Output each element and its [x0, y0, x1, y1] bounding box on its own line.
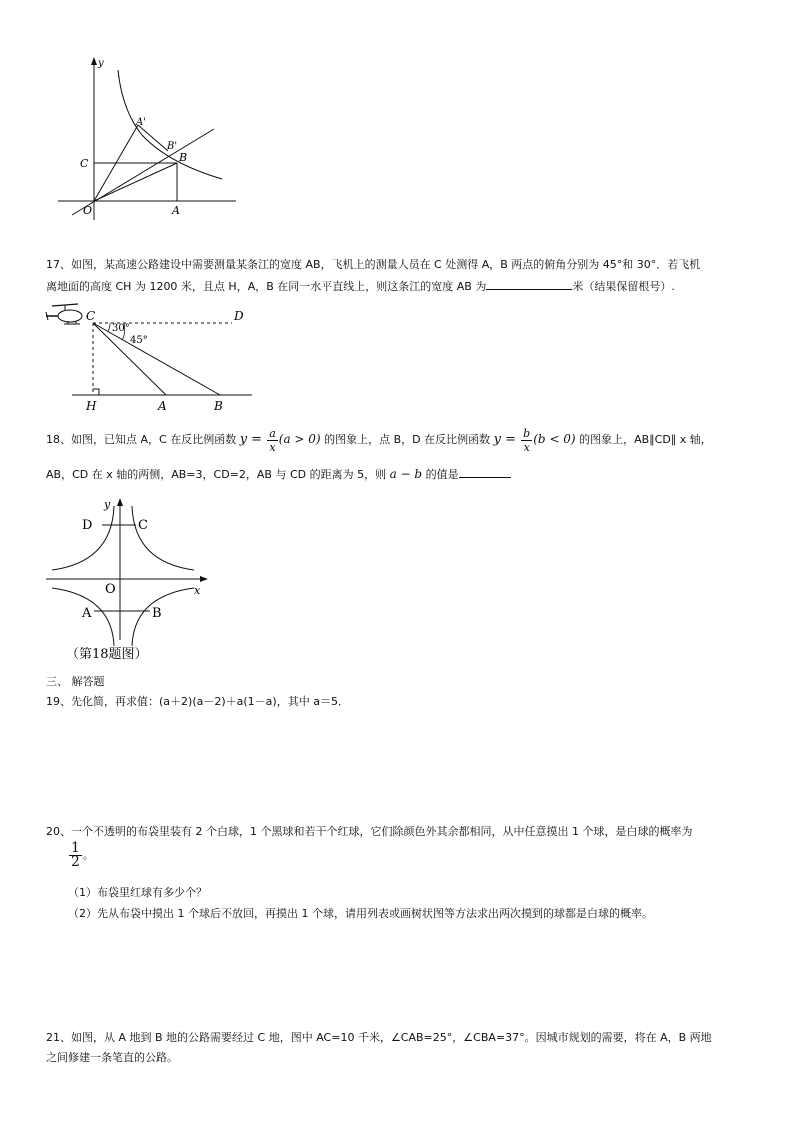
q17-text-b: 米（结果保留根号）.	[572, 280, 675, 293]
question-20-fraction	[68, 842, 94, 869]
q18-text-4: AB，CD 在 x 轴的两侧，AB=3，CD=2，AB 与 CD 的距离为 5，则	[46, 468, 387, 481]
q18-f1-condition: (a > 0)	[278, 432, 321, 446]
q18-text-5: 的值是	[425, 468, 459, 481]
label-C: C	[86, 309, 96, 323]
label-x: x	[194, 584, 201, 597]
section-heading: 三、 解答题	[46, 675, 105, 688]
label-O: O	[83, 204, 93, 217]
q20-fraction-end: 。	[82, 848, 94, 862]
label-B: B	[152, 606, 162, 621]
label-A: A	[158, 399, 167, 413]
question-19: 19、先化简，再求值：(a＋2)(a－2)＋a(1－a)，其中 a＝5．	[46, 695, 349, 708]
label-y: y	[98, 58, 104, 69]
question-21-line1: 21、如图，从 A 地到 B 地的公路需要经过 C 地，图中 AC=10 千米，∠CAB=25°，∠CBA=37°。因城市规划的需要，将在 A，B 两地	[46, 1031, 712, 1044]
label-B-prime: B'	[167, 141, 178, 152]
q20-fraction-one-half: $\frac{1}{2}$	[71, 840, 80, 870]
label-C: C	[80, 157, 89, 170]
q18-answer-blank[interactable]	[459, 466, 511, 478]
helicopter-icon	[46, 304, 82, 324]
label-A: A	[82, 606, 92, 621]
q18-text-3: 的图象上，AB∥CD∥ x 轴，	[579, 433, 712, 446]
q18-text-1: 18、如图，已知点 A，C 在反比例函数	[46, 433, 237, 446]
label-A-prime: A'	[136, 117, 146, 128]
label-B: B	[214, 399, 223, 413]
figure-17-river	[44, 300, 264, 415]
curve-upper-right	[132, 506, 194, 570]
question-17-line1: 17、如图，某高速公路建设中需要测量某条江的宽度 AB，飞机上的测量人员在 C 处测得 A，B 两点的俯角分别为 45°和 30°．若飞机	[46, 258, 701, 271]
label-H: H	[86, 399, 97, 413]
q18-f2-condition: (b < 0)	[533, 432, 576, 446]
q18-f2-lhs: y =	[493, 432, 521, 447]
label-B: B	[179, 151, 188, 164]
figure-18-hyperbolas	[44, 494, 214, 669]
y-axis-arrow	[91, 57, 97, 65]
q17-answer-blank[interactable]	[486, 278, 572, 290]
x-axis-arrow	[200, 576, 208, 582]
curve-lower-right	[132, 588, 194, 646]
line-OB	[94, 163, 177, 201]
label-D: D	[234, 309, 244, 323]
figure-caption: （第18题图）	[66, 647, 148, 662]
angle-arc-30	[108, 323, 110, 331]
label-y: y	[104, 498, 111, 511]
q18-f1-lhs: y =	[239, 432, 267, 447]
right-angle-mark	[93, 389, 99, 395]
curve-upper-left	[52, 506, 114, 570]
q17-text-a: 离地面的高度 CH 为 1200 米，且点 H，A，B 在同一水平直线上，则这条江的宽度 AB 为	[46, 280, 487, 293]
question-18-line2	[46, 466, 511, 483]
label-A: A	[172, 204, 180, 217]
figure-coordinate-hyperbola	[50, 55, 250, 225]
question-20-sub1: （1）布袋里红球有多少个？	[68, 886, 207, 899]
line-A-prime-B-prime	[138, 125, 168, 151]
q18-expression: a − b	[389, 467, 423, 481]
ray-OB	[72, 129, 214, 215]
q18-fraction-b-over-x: $\frac{b}{x}$	[523, 426, 531, 454]
label-D: D	[82, 518, 93, 533]
question-18-line1	[46, 424, 712, 455]
label-O: O	[105, 582, 116, 597]
label-angle-45: 45°	[130, 335, 148, 346]
q18-fraction-a-over-x: $\frac{a}{x}$	[269, 426, 276, 454]
label-C: C	[138, 518, 148, 533]
y-axis-arrow	[117, 498, 123, 506]
question-17-line2	[46, 278, 675, 295]
q18-text-2: 的图象上，点 B，D 在反比例函数	[324, 433, 491, 446]
question-20-line1: 20、一个不透明的布袋里装有 2 个白球，1 个黑球和若干个红球，它们除颜色外其余都相同，从中任意摸出 1 个球，是白球的概率为	[46, 825, 693, 838]
question-21-line2: 之间修建一条笔直的公路。	[46, 1051, 178, 1064]
question-20-sub2: （2）先从布袋中摸出 1 个球后不放回，再摸出 1 个球，请用列表或画树状图等方法求出两次摸到的球都是白球的概率。	[68, 907, 653, 920]
label-angle-30: 30°	[112, 323, 130, 334]
